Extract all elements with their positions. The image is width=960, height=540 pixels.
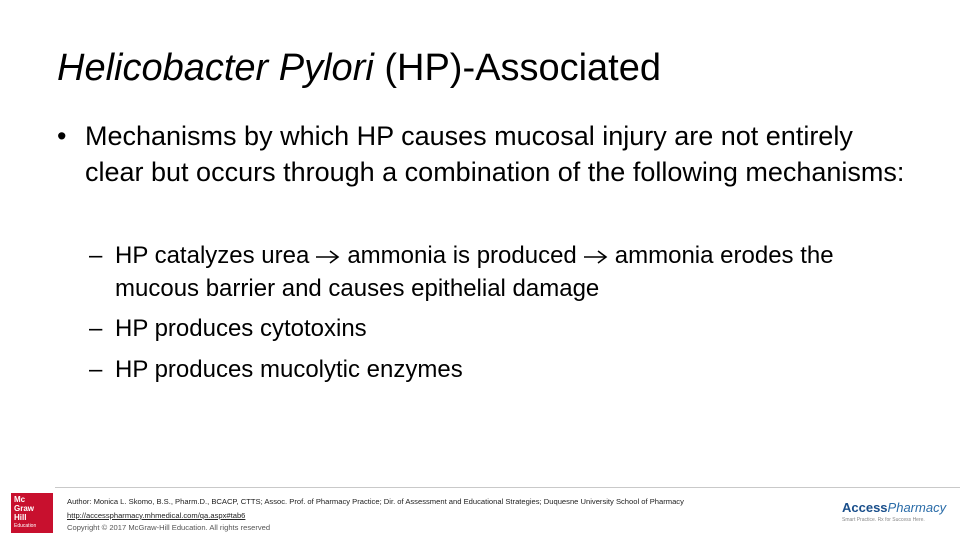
mcgraw-hill-logo [11,493,53,533]
sub-marker: – [89,242,103,269]
accesspharmacy-logo [842,500,946,523]
slide-title [57,44,661,92]
sub1-part-c: ammonia erodes the mucous barrier and causes epithelial damage [115,242,834,302]
copyright: Copyright © 2017 McGraw-Hill Education. All rights reserved [67,523,271,532]
bullet-text: Mechanisms by which HP causes mucosal injury are not entirely clear but occurs through a combination of the following mechanisms: [85,121,905,187]
bullet-marker: • [57,121,67,151]
logo-line: Mc [14,495,26,504]
author-credit: Author: Monica L. Skomo, B.S., Pharm.D., BCACP, CTTS; Assoc. Prof. of Pharmacy Practice; Dir. of Assessment and Educational Strategies; Duquesne University School of Pharmacy [67,497,684,506]
logo-word-pharmacy: Pharmacy [887,500,947,515]
sub-bullet-text: HP produces cytotoxins [115,315,367,342]
footer-divider [55,487,960,488]
sub-marker: – [89,356,103,383]
logo-line: Hill [14,513,27,522]
logo-word-access: Access [842,500,888,515]
title-italic: Helicobacter Pylori [57,47,374,89]
logo-line: Education [14,523,37,529]
logo-tagline: Smart Practice. Rx for Success Here. [842,517,925,523]
sub-marker: – [89,315,103,342]
logo-line: Graw [14,504,35,513]
sub1-part-b: ammonia is produced [347,242,577,269]
title-rest: (HP)-Associated [373,47,661,89]
right-arrow-icon [583,250,609,264]
sub-bullet-text: HP produces mucolytic enzymes [115,356,463,383]
sub-bullet-text [115,239,915,305]
sub1-part-a: HP catalyzes urea [115,242,310,269]
right-arrow-icon [315,250,341,264]
source-link[interactable]: http://accesspharmacy.mhmedical.com/qa.aspx#tab6 [67,511,246,520]
